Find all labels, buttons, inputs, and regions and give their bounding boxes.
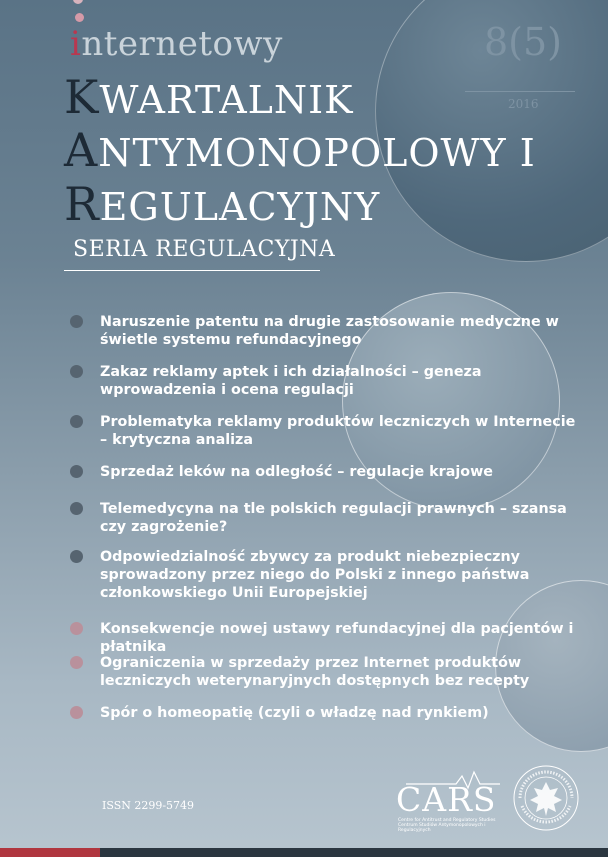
bullet-dot-icon — [70, 550, 83, 563]
toc-item-title: Konsekwencje nowej ustawy refundacyjnej dla pacjentów i płatnika — [100, 621, 574, 655]
toc-item-title: Zakaz reklamy aptek i ich działalności – geneza wprowadzenia i ocena regulacji — [100, 364, 482, 398]
title-rest: NTYMONOPOLOWY I — [98, 131, 536, 175]
title-initial: A — [64, 123, 99, 177]
toc-item-title: Spór o homeopatię (czyli o władzę nad rynkiem) — [100, 705, 489, 721]
toc-item-title: Telemedycyna na tle polskich regulacji prawnych – szansa czy zagrożenie? — [100, 501, 567, 535]
cars-wordmark: CARS — [396, 780, 497, 819]
series-name: SERIA REGULACYJNA — [73, 237, 336, 262]
toc-item — [70, 548, 580, 602]
issue-divider — [465, 91, 575, 92]
university-seal-icon — [512, 764, 580, 832]
bullet-dot-icon — [70, 315, 83, 328]
cars-subtitle-line-2: Centrum Studiów Antymonopolowych i Regulacyjnych — [398, 823, 486, 833]
issue-number: 8(5) — [484, 20, 563, 64]
title-line-3 — [64, 177, 380, 231]
toc-item — [70, 413, 580, 449]
bullet-dot-icon — [70, 622, 83, 635]
issue-year: 2016 — [508, 97, 539, 111]
title-initial: R — [64, 177, 100, 231]
toc-item-title: Naruszenie patentu na drugie zastosowanie medyczne w świetle systemu refundacyjnego — [100, 314, 559, 348]
toc-item-title: Problematyka reklamy produktów leczniczych w Internecie – krytyczna analiza — [100, 414, 576, 448]
toc-item — [70, 654, 580, 690]
toc-item — [70, 313, 580, 349]
bullet-dot-icon — [70, 502, 83, 515]
bullet-dot-icon — [70, 415, 83, 428]
toc-item — [70, 704, 580, 722]
toc-item — [70, 463, 580, 481]
cars-subtitle-line-1: Centre for Antitrust and Regulatory Studies — [398, 818, 496, 823]
title-initial: K — [64, 70, 100, 124]
bullet-dot-icon — [70, 465, 83, 478]
title-line-1 — [64, 70, 354, 124]
cars-subtitle — [398, 818, 508, 833]
toc-item — [70, 620, 580, 656]
title-rest: WARTALNIK — [99, 78, 354, 122]
decorative-dot — [75, 13, 84, 22]
bullet-dot-icon — [70, 706, 83, 719]
journal-prefix — [70, 24, 283, 64]
prefix-rest: nternetowy — [81, 24, 283, 64]
toc-item — [70, 363, 580, 399]
bottom-accent-bar — [0, 848, 100, 857]
toc-item-title: Sprzedaż leków na odległość – regulacje krajowe — [100, 464, 494, 480]
title-rest: EGULACYJNY — [99, 185, 381, 229]
cars-logo — [396, 770, 506, 832]
title-line-2 — [64, 123, 536, 177]
issn: ISSN 2299-5749 — [102, 799, 195, 812]
toc-item-title: Ograniczenia w sprzedaży przez Internet produktów leczniczych weterynaryjnych dostępnych bez recepty — [100, 655, 530, 689]
bullet-dot-icon — [70, 365, 83, 378]
prefix-letter: i — [70, 24, 82, 64]
bullet-dot-icon — [70, 656, 83, 669]
toc-item — [70, 500, 580, 536]
series-underline — [64, 270, 320, 271]
decorative-dot — [73, 0, 83, 4]
toc-item-title: Odpowiedzialność zbywcy za produkt niebezpieczny sprowadzony przez niego do Polski z innego państwa członkowskiego Unii Europejskiej — [100, 549, 530, 601]
